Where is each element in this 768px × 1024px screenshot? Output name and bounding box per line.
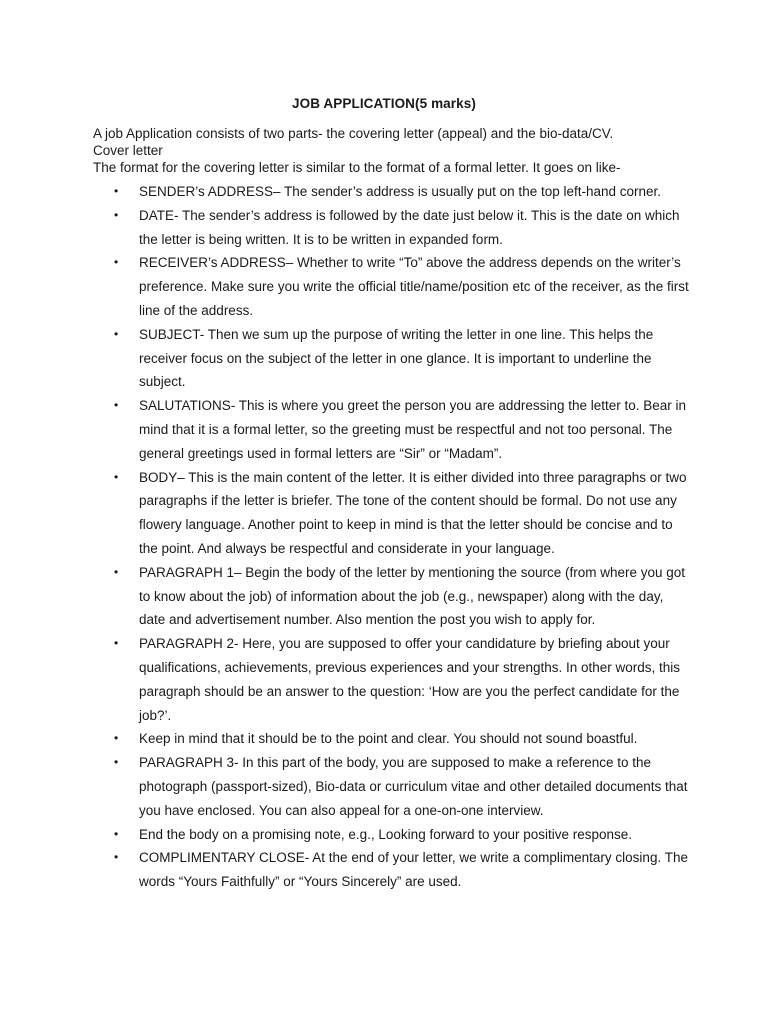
bullet-icon: •	[114, 564, 119, 579]
document-title: JOB APPLICATION(5 marks)	[292, 96, 476, 111]
list-item	[93, 561, 693, 632]
list-item-text: SALUTATIONS- This is where you greet the person you are addressing the letter to. Bear in mind that it is a formal letter, so the greeting must be respectful and not too personal. The general greetings used in formal letters are “Sir” or “Madam”.	[139, 398, 687, 461]
list-item	[93, 394, 693, 465]
bullet-icon: •	[114, 826, 119, 841]
list-item	[93, 727, 693, 751]
list-item	[93, 323, 693, 394]
list-item-text: Keep in mind that it should be to the point and clear. You should not sound boastful.	[139, 731, 638, 747]
list-item-text: PARAGRAPH 2- Here, you are supposed to offer your candidature by briefing about your qualifications, achievements, previous experiences and your strengths. In other words, this paragraph should be an answer to the question: ‘How are you the perfect candidate for the job?’.	[139, 636, 681, 723]
list-item	[93, 846, 693, 894]
list-item-text: SENDER’s ADDRESS– The sender’s address is usually put on the top left-hand corner.	[139, 184, 662, 199]
bullet-icon: •	[114, 207, 119, 222]
bullet-icon: •	[114, 850, 119, 865]
list-item-text: RECEIVER’s ADDRESS– Whether to write “To” above the address depends on the writer’s preference. Make sure you write the official title/name/position etc of the receiver, as the first line of the address.	[139, 255, 689, 318]
list-item	[93, 251, 693, 322]
bullet-icon: •	[114, 326, 119, 341]
list-item-text: PARAGRAPH 1– Begin the body of the letter by mentioning the source (from where you got to know about the job) of information about the job (e.g., newspaper) along with the day, date and advertisement number. Also mention the post you wish to apply for.	[139, 564, 686, 628]
list-item	[93, 632, 693, 727]
bullet-icon: •	[114, 636, 119, 651]
bullet-icon: •	[114, 255, 119, 270]
bullet-icon: •	[114, 184, 119, 198]
bullet-icon: •	[114, 398, 119, 413]
format-paragraph: The format for the covering letter is similar to the format of a formal letter. It goes on like-	[93, 160, 621, 175]
bullet-icon: •	[114, 469, 119, 484]
list-item	[93, 823, 693, 847]
intro-section	[93, 125, 693, 176]
list-item	[93, 180, 693, 204]
list-item-text: BODY– This is the main content of the letter. It is either divided into three paragraphs or two paragraphs if the letter is briefer. The tone of the content should be formal. Do not use any flowery language. Another point to keep in mind is that the letter should be concise and to the point. And always be respectful and considerate in your language.	[139, 469, 687, 556]
list-item-text: PARAGRAPH 3- In this part of the body, you are supposed to make a reference to the photograph (passport-sized), Bio-data or curriculum vitae and other detailed documents that you have enclosed. You can also appeal for a one-on-one interview.	[139, 755, 688, 818]
list-item-text: DATE- The sender’s address is followed by the date just below it. This is the date on which the letter is being written. It is to be written in expanded form.	[139, 207, 680, 247]
intro-paragraph: A job Application consists of two parts- the covering letter (appeal) and the bio-data/CV.	[93, 126, 614, 141]
list-item	[93, 466, 693, 561]
list-item-text: End the body on a promising note, e.g., Looking forward to your positive response.	[139, 826, 633, 842]
list-item-text: COMPLIMENTARY CLOSE- At the end of your letter, we write a complimentary closing. The words “Yours Faithfully” or “Yours Sincerely” are used.	[139, 850, 688, 890]
list-item	[93, 204, 693, 252]
list-item	[93, 751, 693, 822]
bullet-icon: •	[114, 755, 119, 770]
list-item-text: SUBJECT- Then we sum up the purpose of writing the letter in one line. This helps the receiver focus on the subject of the letter in one glance. It is important to underline the subject.	[139, 326, 654, 390]
format-bullet-list	[93, 180, 693, 894]
section-heading-cover-letter: Cover letter	[93, 143, 163, 158]
bullet-icon: •	[114, 731, 119, 746]
